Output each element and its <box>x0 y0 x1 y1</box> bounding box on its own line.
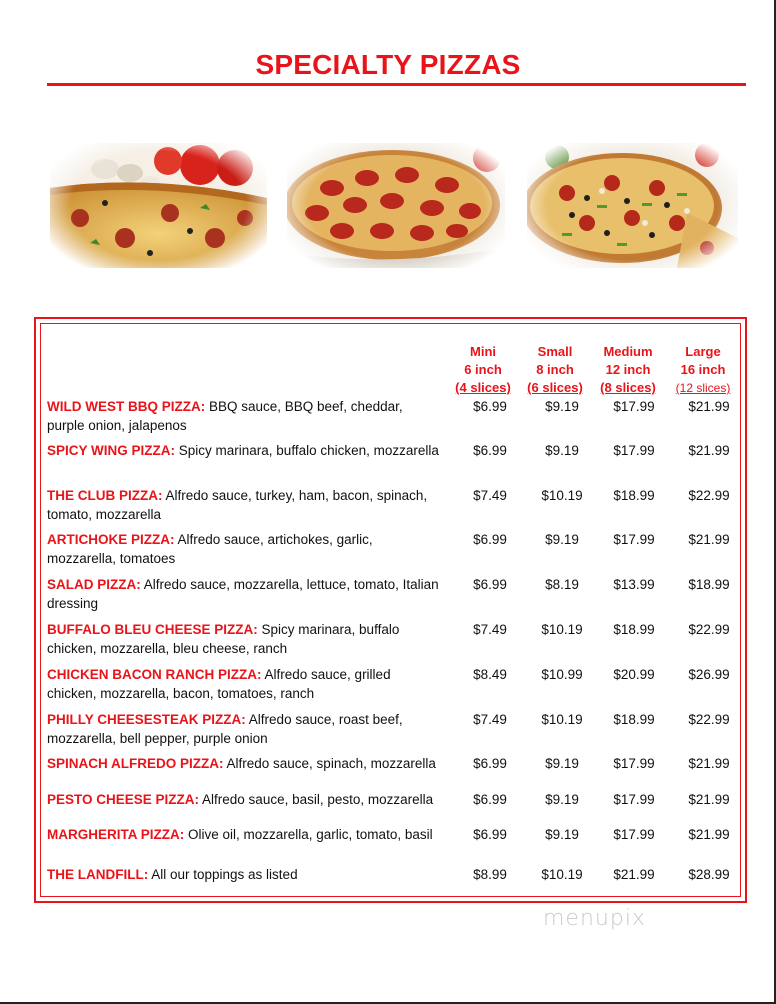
item-ingredients: All our toppings as listed <box>148 867 298 882</box>
price-medium: $13.99 <box>613 577 655 592</box>
price-small: $9.19 <box>545 443 579 458</box>
price-medium: $17.99 <box>613 792 655 807</box>
price-mini: $6.99 <box>473 532 507 547</box>
size-name: Small <box>537 344 573 359</box>
title-underline <box>47 83 746 86</box>
item-description <box>47 790 442 809</box>
price-medium: $18.99 <box>613 622 655 637</box>
price-medium: $17.99 <box>613 399 655 414</box>
price-small: $10.19 <box>541 622 583 637</box>
item-name: BUFFALO BLEU CHEESE PIZZA: <box>47 622 258 637</box>
price-medium: $18.99 <box>613 712 655 727</box>
size-header-large <box>668 343 738 397</box>
item-name: CHICKEN BACON RANCH PIZZA: <box>47 667 262 682</box>
price-small: $10.99 <box>541 667 583 682</box>
price-mini: $6.99 <box>473 756 507 771</box>
size-slices: (4 slices) <box>455 380 511 395</box>
size-inches: 16 inch <box>680 362 726 377</box>
price-large: $26.99 <box>688 667 730 682</box>
price-large: $18.99 <box>688 577 730 592</box>
price-mini: $6.99 <box>473 399 507 414</box>
price-medium: $20.99 <box>613 667 655 682</box>
item-description <box>47 865 442 884</box>
item-description <box>47 575 442 613</box>
item-ingredients: BBQ sauce, BBQ beef, cheddar, purple onion, jalapenos <box>47 399 403 433</box>
price-large: $21.99 <box>688 443 730 458</box>
item-ingredients: Alfredo sauce, grilled chicken, mozzarella, bacon, tomatoes, ranch <box>47 667 391 701</box>
item-description <box>47 397 442 435</box>
price-mini: $7.49 <box>473 488 507 503</box>
pizza-photo-3 <box>527 143 738 268</box>
size-name: Mini <box>470 344 496 359</box>
item-description <box>47 441 442 460</box>
price-large: $21.99 <box>688 792 730 807</box>
item-ingredients: Alfredo sauce, roast beef, mozzarella, bell pepper, purple onion <box>47 712 403 746</box>
price-medium: $17.99 <box>613 827 655 842</box>
size-inches: 6 inch <box>464 362 502 377</box>
item-ingredients: Alfredo sauce, turkey, ham, bacon, spinach, tomato, mozzarella <box>47 488 428 522</box>
item-ingredients: Spicy marinara, buffalo chicken, mozzarella <box>175 443 439 458</box>
item-name: ARTICHOKE PIZZA: <box>47 532 175 547</box>
price-small: $9.19 <box>545 756 579 771</box>
item-description <box>47 665 442 703</box>
item-ingredients: Olive oil, mozzarella, garlic, tomato, basil <box>184 827 433 842</box>
size-header-medium <box>593 343 663 397</box>
item-name: THE LANDFILL: <box>47 867 149 882</box>
price-large: $28.99 <box>688 867 730 882</box>
price-mini: $6.99 <box>473 792 507 807</box>
price-small: $9.19 <box>545 792 579 807</box>
price-small: $10.19 <box>541 712 583 727</box>
size-slices: (12 slices) <box>675 381 731 395</box>
item-name: SPICY WING PIZZA: <box>47 443 176 458</box>
size-header-mini <box>448 343 518 397</box>
item-ingredients: Alfredo sauce, artichokes, garlic, mozzarella, tomatoes <box>47 532 373 566</box>
item-name: PHILLY CHEESESTEAK PIZZA: <box>47 712 246 727</box>
page-title: SPECIALTY PIZZAS <box>255 49 521 80</box>
item-name: SALAD PIZZA: <box>47 577 141 592</box>
size-name: Medium <box>603 344 653 359</box>
price-mini: $6.99 <box>473 827 507 842</box>
item-description <box>47 754 442 773</box>
price-large: $22.99 <box>688 488 730 503</box>
price-mini: $6.99 <box>473 577 507 592</box>
item-name: PESTO CHEESE PIZZA: <box>47 792 200 807</box>
price-large: $21.99 <box>688 827 730 842</box>
price-small: $8.19 <box>545 577 579 592</box>
price-medium: $21.99 <box>613 867 655 882</box>
price-mini: $7.49 <box>473 712 507 727</box>
pizza-photo-1 <box>50 143 267 268</box>
price-medium: $18.99 <box>613 488 655 503</box>
price-mini: $8.49 <box>473 667 507 682</box>
size-inches: 12 inch <box>605 362 651 377</box>
item-ingredients: Alfredo sauce, spinach, mozzarella <box>223 756 436 771</box>
size-name: Large <box>685 344 721 359</box>
item-description <box>47 486 442 524</box>
price-mini: $6.99 <box>473 443 507 458</box>
price-large: $21.99 <box>688 399 730 414</box>
price-large: $21.99 <box>688 532 730 547</box>
price-small: $9.19 <box>545 532 579 547</box>
price-medium: $17.99 <box>613 756 655 771</box>
price-small: $9.19 <box>545 399 579 414</box>
price-large: $22.99 <box>688 712 730 727</box>
menu-price-box <box>34 317 747 903</box>
price-medium: $17.99 <box>613 532 655 547</box>
size-slices: (8 slices) <box>600 380 656 395</box>
item-ingredients: Spicy marinara, buffalo chicken, mozzarella, bleu cheese, ranch <box>47 622 400 656</box>
price-small: $10.19 <box>541 867 583 882</box>
item-description <box>47 530 442 568</box>
price-mini: $7.49 <box>473 622 507 637</box>
item-name: WILD WEST BBQ PIZZA: <box>47 399 206 414</box>
item-name: THE CLUB PIZZA: <box>47 488 163 503</box>
item-description <box>47 825 442 844</box>
item-ingredients: Alfredo sauce, basil, pesto, mozzarella <box>199 792 434 807</box>
price-large: $21.99 <box>688 756 730 771</box>
pizza-photo-2 <box>287 143 505 268</box>
item-name: MARGHERITA PIZZA: <box>47 827 185 842</box>
menupix-watermark: menupix <box>543 906 646 931</box>
item-description <box>47 710 442 748</box>
item-description <box>47 620 442 658</box>
size-slices: (6 slices) <box>527 380 583 395</box>
price-large: $22.99 <box>688 622 730 637</box>
size-inches: 8 inch <box>536 362 574 377</box>
item-ingredients: Alfredo sauce, mozzarella, lettuce, tomato, Italian dressing <box>47 577 439 611</box>
price-mini: $8.99 <box>473 867 507 882</box>
size-header-small <box>520 343 590 397</box>
item-name: SPINACH ALFREDO PIZZA: <box>47 756 224 771</box>
price-medium: $17.99 <box>613 443 655 458</box>
price-small: $10.19 <box>541 488 583 503</box>
price-small: $9.19 <box>545 827 579 842</box>
